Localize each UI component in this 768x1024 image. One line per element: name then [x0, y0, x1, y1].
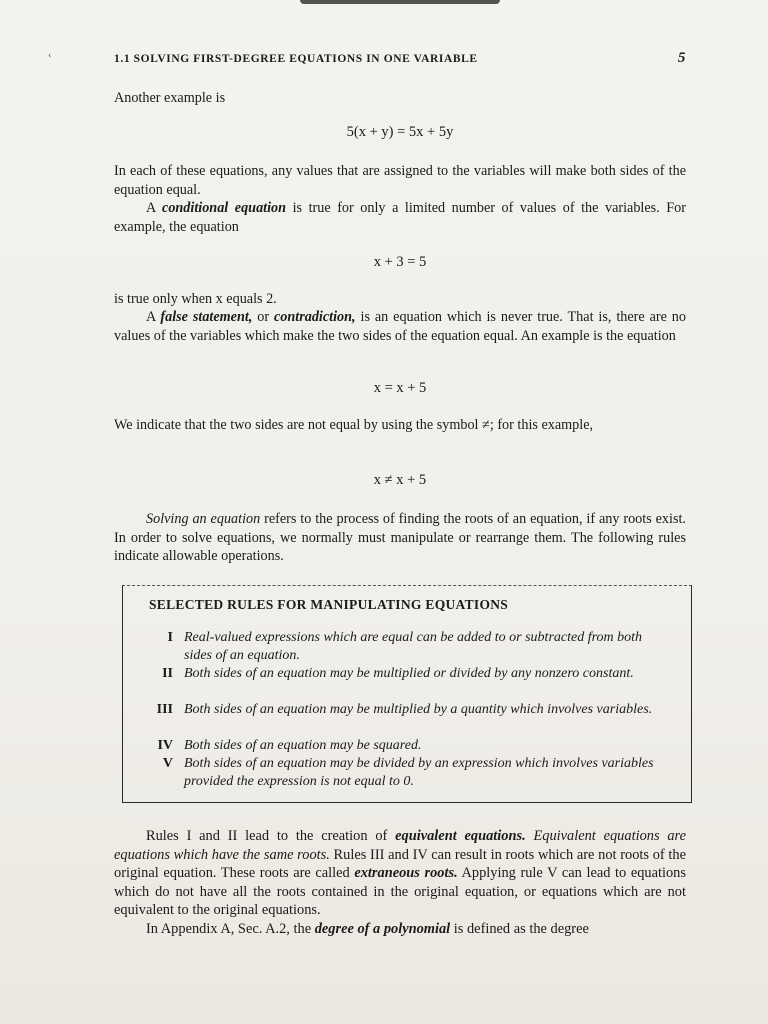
- term-extraneous-roots: extraneous roots.: [354, 865, 458, 882]
- paragraph-intro: Another example is: [114, 90, 226, 106]
- equation-1: 5(x + y) = 5x + 5y: [346, 124, 454, 140]
- rule-text: Both sides of an equation may be multiplied by a quantity which involves variables.: [184, 702, 653, 717]
- term-degree-of-polynomial: degree of a polynomial: [314, 920, 451, 937]
- scan-edge-shadow: [300, 0, 500, 4]
- rule-number: IV: [157, 738, 173, 753]
- paragraph-equivalent-equations: Rules I and II lead to the creation of equivalent equations. Equivalent equations are equations which have the same roots. Rules III and IV can result in roots which are not roots of the original equation. These roots are called extraneous roots. Applying rule V can lead to equations which do not have all the roots contained in the original equation, or equations which are not equivalent to the original equations. In Appendix A, Sec. A.2, the degree of a polynomial is defined as the degree: [114, 828, 686, 937]
- paragraph-identities: In each of these equations, any values that are assigned to the variables will make both sides of the equation equal.: [114, 163, 686, 198]
- paragraph-solving: Solving an equation refers to the process of finding the roots of an equation, if any roots exist. In order to solve equations, we normally must manipulate or rearrange them. The following rules indicate allowable operations.: [114, 511, 686, 564]
- rules-box-title: SELECTED RULES FOR MANIPULATING EQUATIONS: [149, 597, 509, 612]
- rule-text: Both sides of an equation may be squared.: [184, 738, 422, 753]
- rule-text: Both sides of an equation may be multiplied or divided by any nonzero constant.: [184, 666, 634, 681]
- equation-2: x + 3 = 5: [373, 254, 427, 270]
- term-equivalent-equations: equivalent equations.: [395, 828, 526, 844]
- equation-3: x = x + 5: [373, 380, 427, 396]
- term-false-statement: false statement,: [160, 309, 253, 325]
- paragraph-false-statement: A false statement, or contradiction, is an equation which is never true. That is, there are no values of the variables which make the two sides of the equation equal. An example is the equation: [114, 309, 686, 344]
- equation-4: x ≠ x + 5: [373, 472, 427, 488]
- rules-box: [122, 585, 692, 803]
- running-header: [114, 50, 686, 67]
- term-solving-an-equation: Solving an equation: [146, 511, 261, 527]
- section-title: 1.1 SOLVING FIRST-DEGREE EQUATIONS IN ONE VARIABLE: [114, 53, 478, 65]
- rule-number: II: [162, 666, 173, 681]
- rule-number: I: [167, 630, 173, 645]
- page-number: 5: [677, 50, 686, 66]
- rule-number: III: [156, 702, 173, 717]
- margin-mark: ‹: [48, 50, 52, 61]
- rule-text: Both sides of an equation may be divided by an expression which involves variables provided the expression is not equal to 0.: [184, 756, 654, 789]
- paragraph-not-equal: We indicate that the two sides are not equal by using the symbol ≠; for this example,: [114, 417, 594, 433]
- rule-number: V: [162, 756, 173, 771]
- term-contradiction: contradiction,: [274, 309, 356, 325]
- paragraph-conditional: A conditional equation is true for only a limited number of values of the variables. For example, the equation: [114, 200, 686, 235]
- paragraph-condition-result: is true only when x equals 2.: [114, 291, 277, 307]
- rule-text: Real-valued expressions which are equal can be added to or subtracted from both sides of an equation.: [184, 630, 643, 663]
- term-conditional-equation: conditional equation: [162, 200, 287, 216]
